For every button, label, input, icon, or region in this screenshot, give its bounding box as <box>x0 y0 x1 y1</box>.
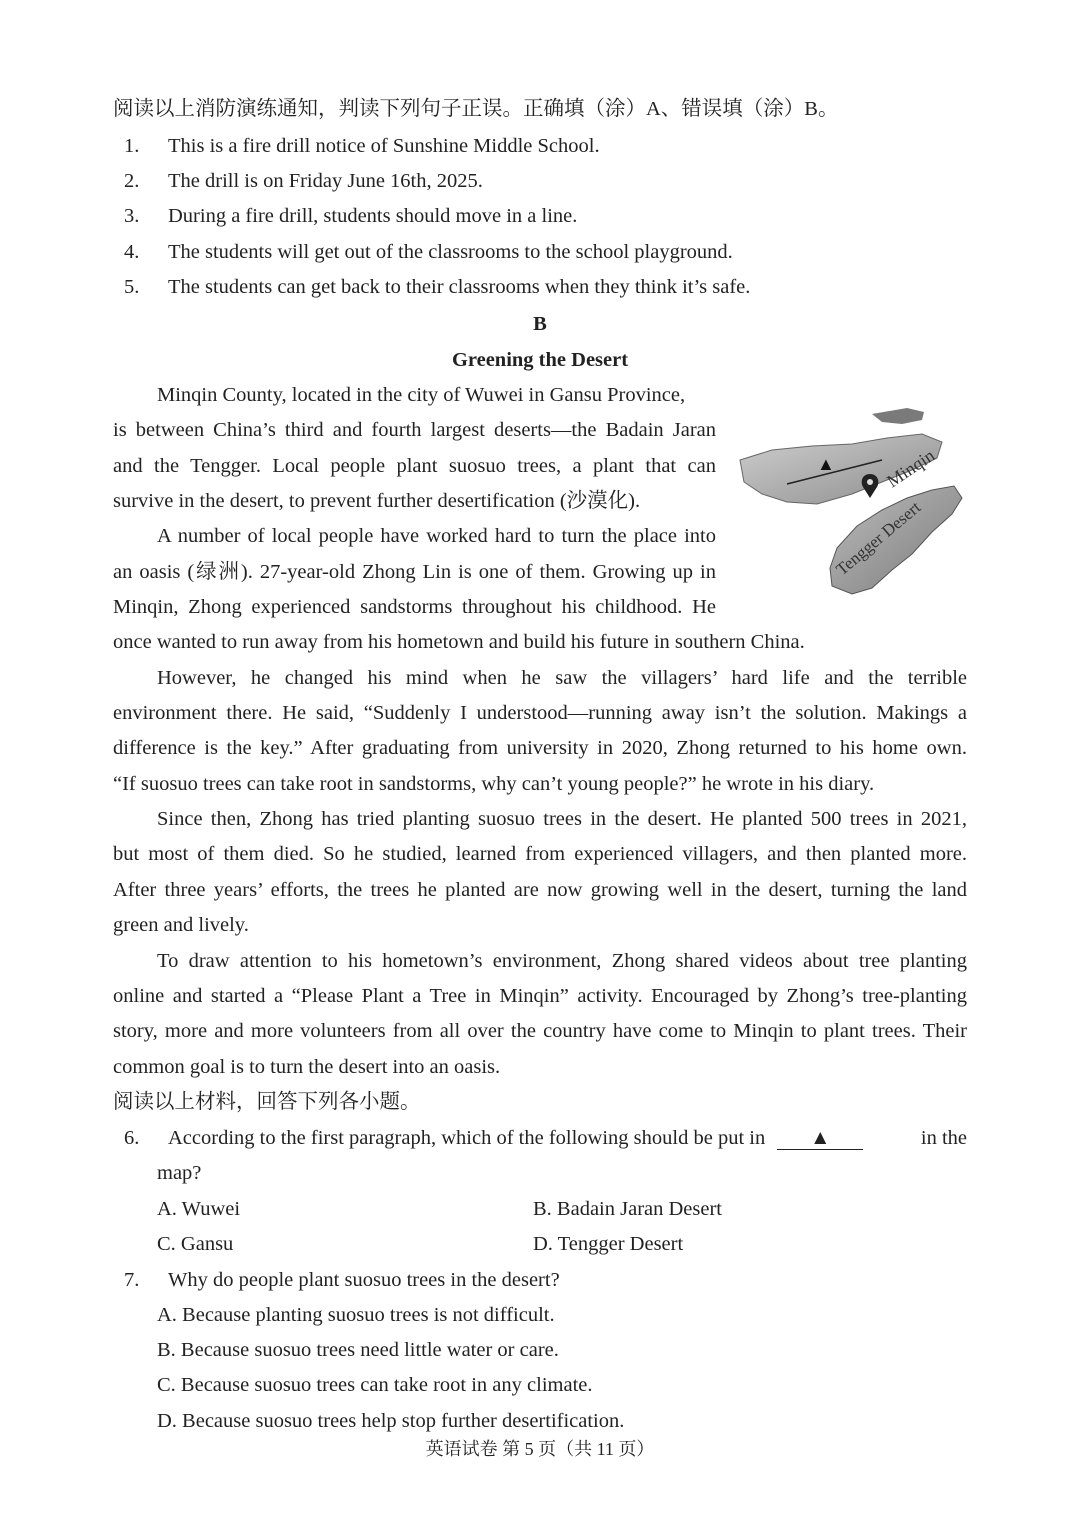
section-b-instruction: 阅读以上材料，回答下列各小题。 <box>113 1091 421 1113</box>
passage-line: online and started a “Please Plant a Tree in Minqin” activity. Encouraged by Zhong’s tree-planting <box>113 985 967 1007</box>
passage-line: common goal is to turn the desert into an oasis. <box>113 1056 501 1078</box>
passage-line: an oasis (绿洲). 27-year-old Zhong Lin is one of them. Growing up in <box>113 561 716 583</box>
passage-line: However, he changed his mind when he saw the villagers’ hard life and the terrible <box>157 667 967 689</box>
item-number: 5. <box>124 276 140 298</box>
question-number: 6. <box>124 1127 140 1149</box>
passage-line: environment there. He said, “Suddenly I understood—running away isn’t the solution. Makings a <box>113 702 967 724</box>
tf-item-4 <box>124 237 733 267</box>
question-6-line2: map? <box>157 1162 202 1184</box>
passage-line: “If suosuo trees can take root in sandstorms, why can’t young people?” he wrote in his diary. <box>113 773 875 795</box>
tf-item-5 <box>124 272 750 302</box>
passage-line: Minqin, Zhong experienced sandstorms throughout his childhood. He <box>113 596 716 618</box>
tf-item-3 <box>124 201 577 231</box>
option-b[interactable]: B. Badain Jaran Desert <box>533 1198 722 1220</box>
section-b-letter: B <box>533 313 547 335</box>
item-number: 4. <box>124 241 140 263</box>
tengger-region <box>830 486 962 594</box>
passage-line: story, more and more volunteers from all over the country have come to Minqin to plant trees. Their <box>113 1020 967 1042</box>
map-label-tengger: Tengger Desert <box>832 497 925 580</box>
item-text: The students will get out of the classrooms to the school playground. <box>168 241 733 263</box>
option-c[interactable]: C. Because suosuo trees can take root in any climate. <box>157 1374 593 1396</box>
page-footer: 英语试卷 第 5 页（共 11 页） <box>425 1439 655 1459</box>
item-number: 3. <box>124 205 140 227</box>
passage-line: difference is the key.” After graduating from university in 2020, Zhong returned to his home own. <box>113 737 967 759</box>
passage-line: Minqin County, located in the city of Wuwei in Gansu Province, <box>157 384 686 406</box>
question-7 <box>124 1265 560 1295</box>
passage-line: but most of them died. So he studied, learned from experienced villagers, and then planted more. <box>113 843 967 865</box>
passage-line: After three years’ efforts, the trees he planted are now growing well in the desert, turning the land <box>113 879 967 901</box>
passage-line: once wanted to run away from his hometown and build his future in southern China. <box>113 631 805 653</box>
passage-line: and the Tengger. Local people plant suosuo trees, a plant that can <box>113 455 716 477</box>
item-number: 2. <box>124 170 140 192</box>
question-6 <box>124 1123 967 1153</box>
location-pin-icon <box>862 474 879 498</box>
option-a[interactable]: A. Wuwei <box>157 1198 241 1220</box>
passage-line: A number of local people have worked hard to turn the place into <box>157 525 716 547</box>
item-text: During a fire drill, students should move in a line. <box>168 205 578 227</box>
section-a-instruction: 阅读以上消防演练通知，判读下列句子正误。正确填（涂）A、错误填（涂）B。 <box>113 98 839 120</box>
passage-line: Since then, Zhong has tried planting suosuo trees in the desert. He planted 500 trees in 2021, <box>157 808 967 830</box>
option-d[interactable]: D. Because suosuo trees help stop further desertification. <box>157 1410 625 1432</box>
option-a[interactable]: A. Because planting suosuo trees is not difficult. <box>157 1304 555 1326</box>
option-b[interactable]: B. Because suosuo trees need little water or care. <box>157 1339 559 1361</box>
item-number: 1. <box>124 135 140 157</box>
answer-blank: ▲ <box>777 1127 863 1150</box>
item-text: The students can get back to their classrooms when they think it’s safe. <box>168 276 751 298</box>
option-d[interactable]: D. Tengger Desert <box>533 1233 684 1255</box>
passage-line: is between China’s third and fourth largest deserts—the Badain Jaran <box>113 419 716 441</box>
tf-item-1 <box>124 131 600 161</box>
question-text-tail: in the <box>920 1127 967 1149</box>
tf-item-2 <box>124 166 483 196</box>
map-label-minqin: Minqin <box>883 445 939 492</box>
minqin-map <box>732 398 972 608</box>
question-text: According to the first paragraph, which of the following should be put in <box>168 1127 766 1149</box>
question-number: 7. <box>124 1269 140 1291</box>
map-triangle-marker: ▲ <box>817 454 835 474</box>
upper-desert-shape <box>872 408 924 424</box>
option-c[interactable]: C. Gansu <box>157 1233 234 1255</box>
question-text: Why do people plant suosuo trees in the desert? <box>168 1269 560 1291</box>
passage-line: To draw attention to his hometown’s environment, Zhong shared videos about tree planting <box>157 950 967 972</box>
item-text: The drill is on Friday June 16th, 2025. <box>168 170 483 192</box>
passage-line: survive in the desert, to prevent further desertification (沙漠化). <box>113 490 641 512</box>
passage-line: green and lively. <box>113 914 249 936</box>
item-text: This is a fire drill notice of Sunshine Middle School. <box>168 135 600 157</box>
passage-title: Greening the Desert <box>451 349 629 371</box>
